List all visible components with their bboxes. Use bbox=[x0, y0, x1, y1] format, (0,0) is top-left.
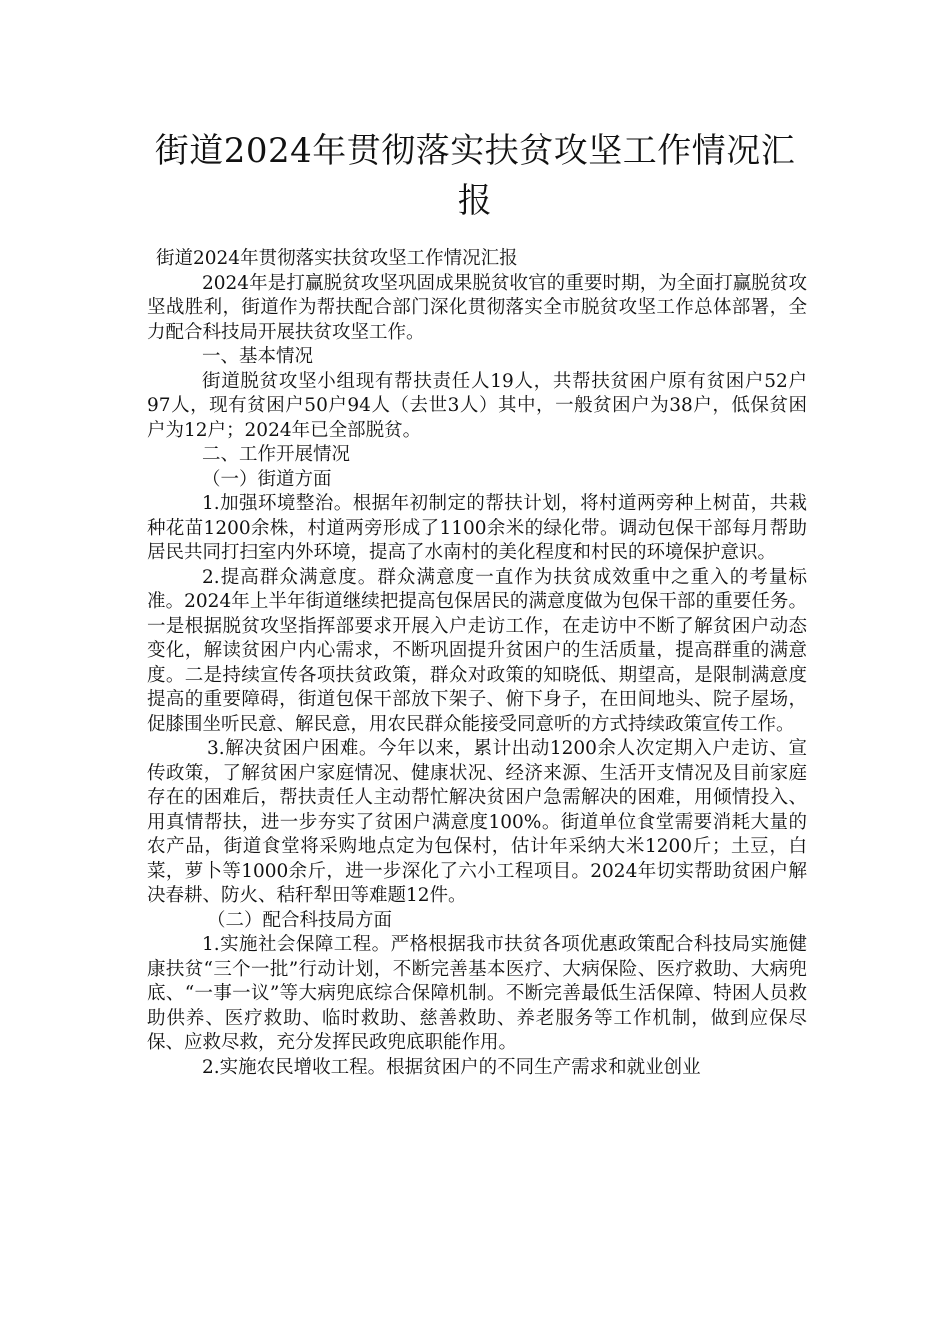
document-subtitle: 街道2024年贯彻落实扶贫攻坚工作情况汇报 bbox=[156, 248, 518, 269]
paragraph: 2.提高群众满意度。群众满意度一直作为扶贫成效重中之重入的考量标准。2024年上半年街道继续把提高包保居民的满意度做为包保干部的重要任务。一是根据脱贫攻坚指挥部要求开展入户走访工作，在走访中不断了解贫困户动态变化，解读贫困户内心需求，不断巩固提升贫困户的生活质量，提高群重的满意度。二是持续宣传各项扶贫政策，群众对政策的知晓低、期望高，是限制满意度提高的重要障碍，街道包保干部放下架子、俯下身子，在田间地头、院子屋场，促膝围坐听民意、解民意，用农民群众能接受同意听的方式持续政策宣传工作。 bbox=[147, 566, 807, 735]
paragraph: 2024年是打赢脱贫攻坚巩固成果脱贫收官的重要时期，为全面打赢脱贫攻坚战胜利，街道作为帮扶配合部门深化贯彻落实全市脱贫攻坚工作总体部署，全力配合科技局开展扶贫攻坚工作。 bbox=[147, 272, 807, 343]
paragraph: 二、工作开展情况 bbox=[202, 444, 351, 465]
paragraph: 街道脱贫攻坚小组现有帮扶责任人19人，共帮扶贫困户原有贫困户52户97人，现有贫困户50户94人（去世3人）其中，一般贫困户为38户，低保贫困户为12户；2024年已全部脱贫。 bbox=[147, 370, 807, 441]
paragraph: 1.实施社会保障工程。严格根据我市扶贫各项优惠政策配合科技局实施健康扶贫“三个一批”行动计划，不断完善基本医疗、大病保险、医疗救助、大病兜底、“一事一议”等大病兜底综合保障机制。不断完善最低生活保障、特困人员救助供养、医疗救助、临时救助、慈善救助、养老服务等工作机制，做到应保尽保、应救尽救，充分发挥民政兜底职能作用。 bbox=[147, 934, 807, 1053]
paragraph: （二）配合科技局方面 bbox=[207, 909, 393, 931]
paragraph: 1.加强环境整治。根据年初制定的帮扶计划，将村道两旁种上树苗，共栽种花苗1200余株，村道两旁形成了1100余米的绿化带。调动包保干部每月帮助居民共同打扫室内外环境，提高了水南村的美化程度和村民的环境保护意识。 bbox=[147, 493, 807, 563]
paragraph: 2.实施农民增收工程。根据贫困户的不同生产需求和就业创业 bbox=[202, 1056, 701, 1078]
paragraph: （一）街道方面 bbox=[202, 468, 332, 490]
paragraph: 3.解决贫困户困难。今年以来，累计出动1200余人次定期入户走访、宣传政策，了解贫困户家庭情况、健康状况、经济来源、生活开支情况及目前家庭存在的困难后，帮扶责任人主动帮忙解决贫困户急需解决的困难，用倾情投入、用真情帮扶，进一步夯实了贫困户满意度100%。街道单位食堂需要消耗大量的农产品，街道食堂将采购地点定为包保村，估计年采纳大米1200斤；土豆，白菜，萝卜等1000余斤，进一步深化了六小工程项目。2024年切实帮助贫困户解决春耕、防火、秸秆犁田等难题12件。 bbox=[147, 738, 807, 906]
paragraph: 一、基本情况 bbox=[202, 346, 314, 367]
document-title: 街道2024年贯彻落实扶贫攻坚工作情况汇报 bbox=[154, 131, 796, 221]
document-body bbox=[147, 247, 807, 1080]
